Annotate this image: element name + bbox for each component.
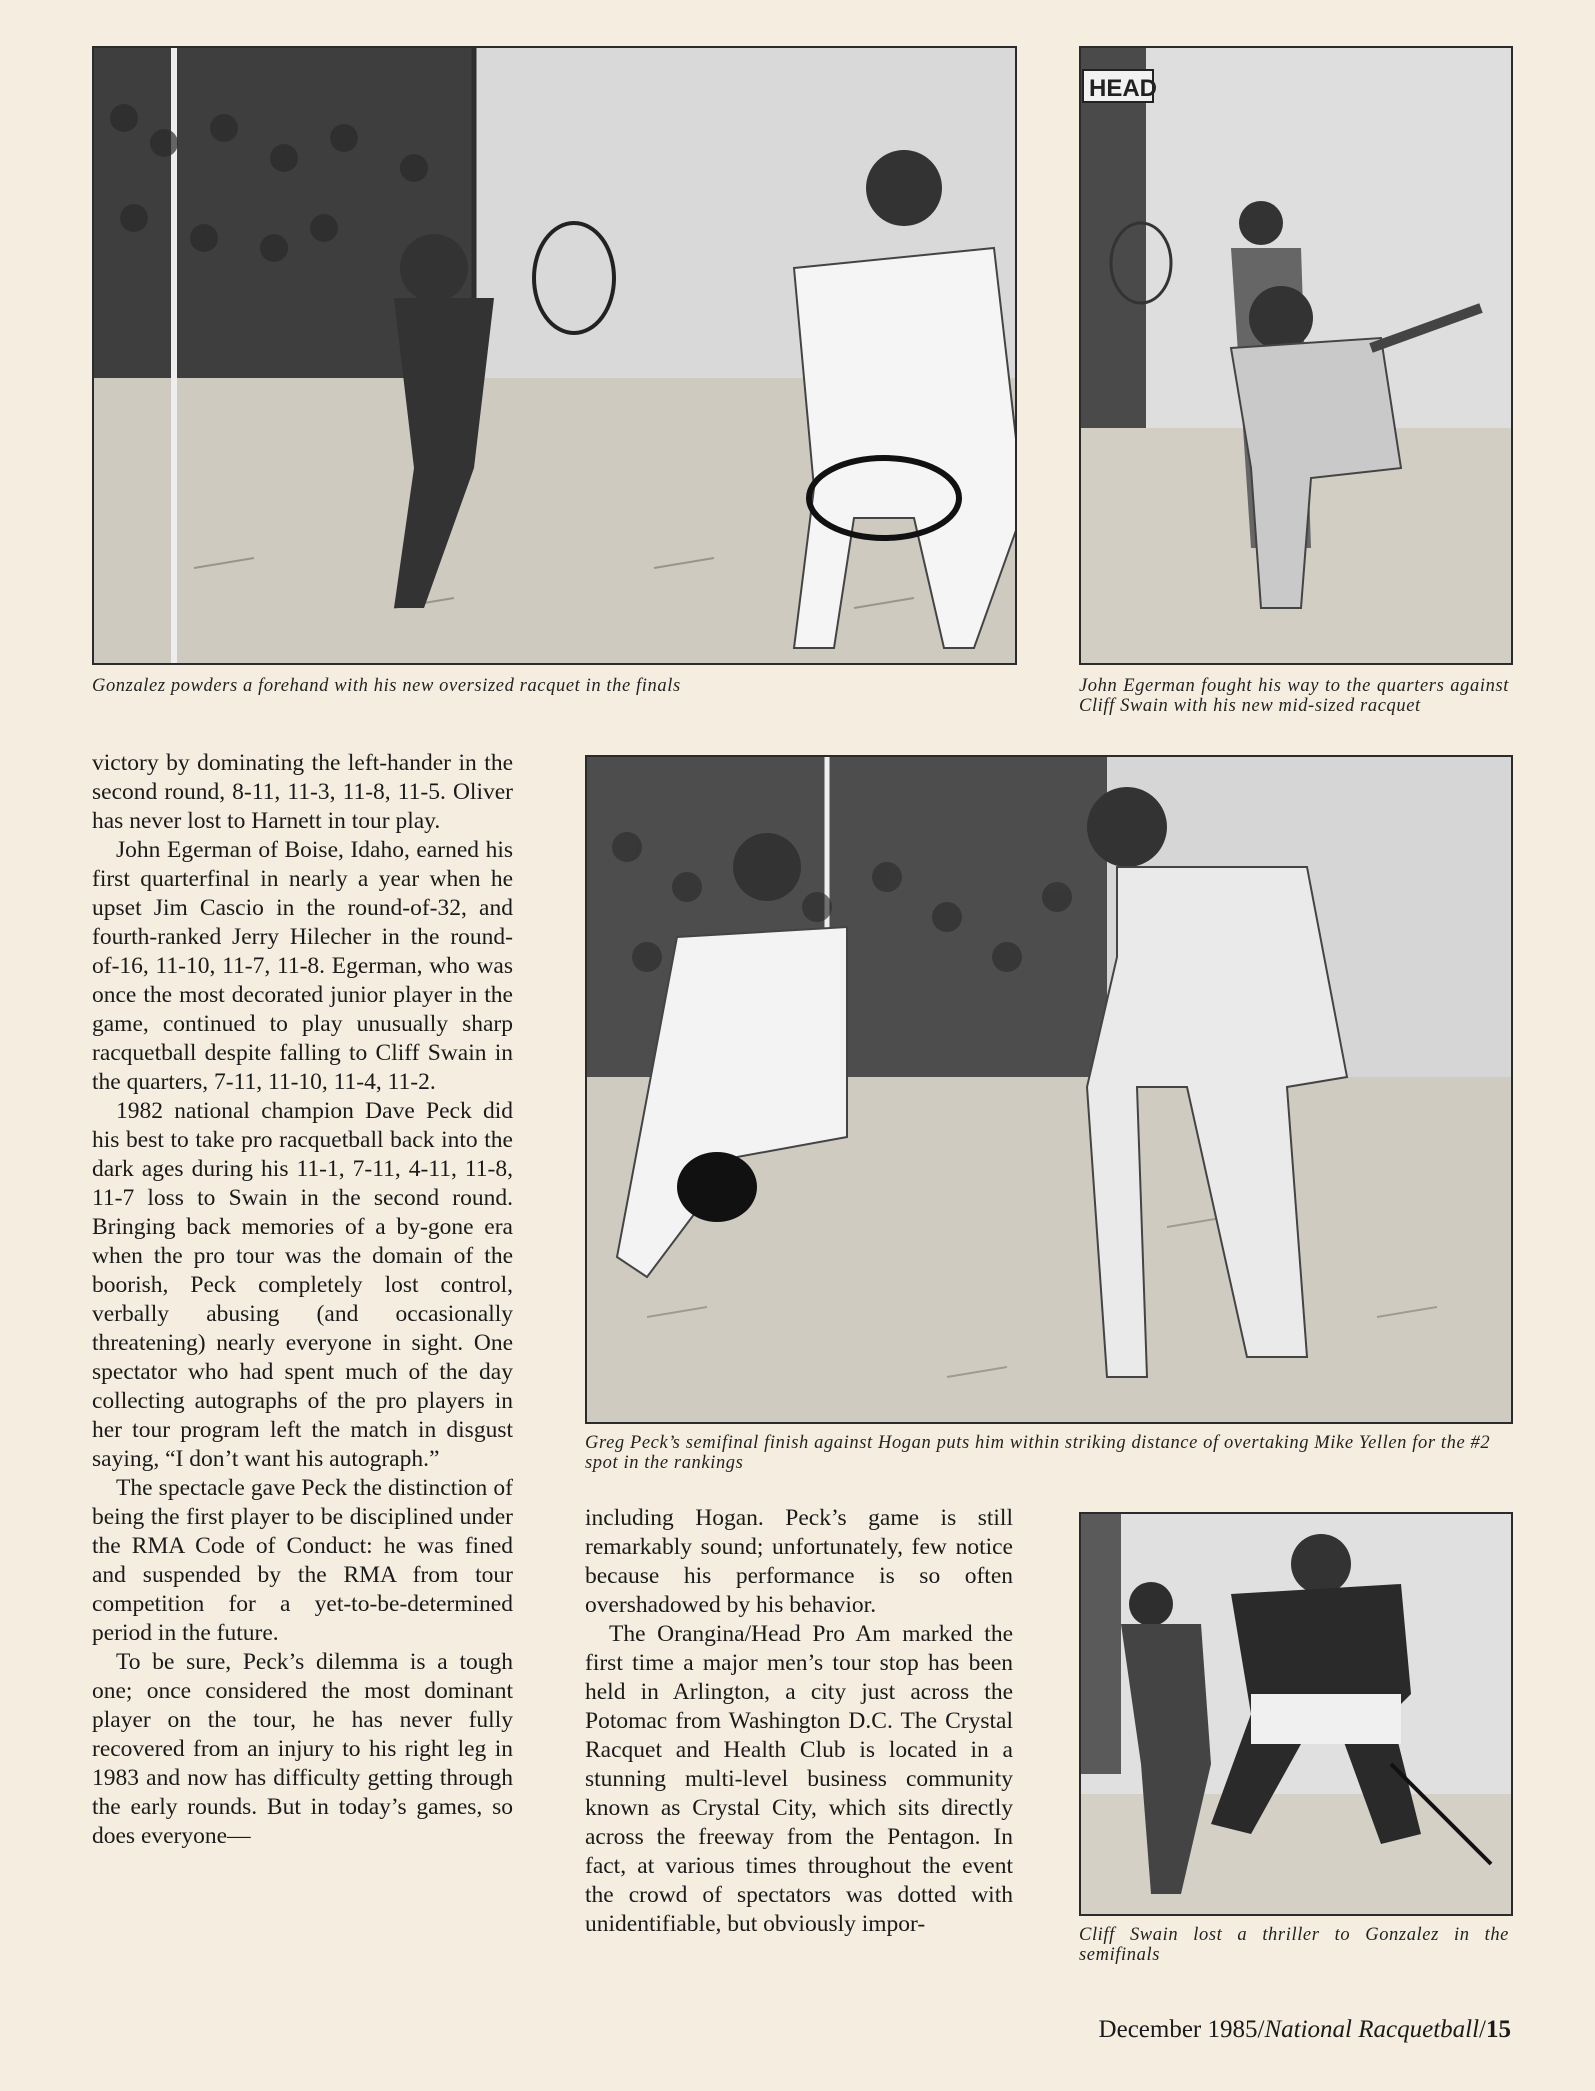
article-left-column [92, 749, 513, 1851]
caption-gonzalez: Gonzalez powders a forehand with his new oversized racquet in the finals [92, 676, 681, 696]
article-paragraph: 1982 national champion Dave Peck did his best to take pro racquetball back into the dark ages during his 11-1, 7-11, 4-11, 11-8, 11-7 loss to Swain in the second round. Bringing back memories of a by-gone era when the pro tour was the domain of the boorish, Peck completely lost control, verbally abusing (and occasionally threatening) nearly everyone in sight. One spectator who had spent much of the day collecting autographs of the pro players in her tour program left the match in disgust saying, “I don’t want his autograph.” [92, 1098, 513, 1472]
footer-separator-2: / [1479, 2016, 1486, 2043]
article-paragraph: The Orangina/Head Pro Am marked the first time a major men’s tour stop has been held in Arlington, a city just across the Potomac from Washington D.C. The Crystal Racquet and Health Club is located in a stunning multi-level business community known as Crystal City, which sits directly across the freeway from the Pentagon. In fact, at various times throughout the event the crowd of spectators was dotted with unidentifiable, but obviously impor- [585, 1621, 1013, 1937]
caption-swain: Cliff Swain lost a thriller to Gonzalez in the semifinals [1079, 1925, 1509, 1965]
photo-peck-semifinal [585, 755, 1513, 1424]
article-paragraph: To be sure, Peck’s dilemma is a tough one; once considered the most dominant player on the tour, he has never fully recovered from an injury to his right leg in 1983 and now has difficulty getting through the early rounds. But in today’s games, so does everyone— [92, 1649, 513, 1849]
photo-egerman [1079, 46, 1513, 665]
photo-egerman-image [1081, 48, 1511, 663]
photo-gonzalez-forehand-image [94, 48, 1015, 663]
article-paragraph: John Egerman of Boise, Idaho, earned his first quarterfinal in nearly a year when he upset Jim Cascio in the round-of-32, and fourth-ranked Jerry Hilecher in the round-of-16, 11-10, 11-7, 11-8. Egerman, who was once the most decorated junior player in the game, continued to play unusually sharp racquetball despite falling to Cliff Swain in the quarters, 7-11, 11-10, 11-4, 11-2. [92, 837, 513, 1095]
photo-swain [1079, 1512, 1513, 1916]
page-footer [1099, 2016, 1511, 2044]
caption-peck: Greg Peck’s semifinal finish against Hogan puts him within striking distance of overtaking Mike Yellen for the #2 spot in the rankings [585, 1433, 1491, 1473]
head-sign: HEAD [1089, 75, 1158, 102]
caption-egerman: John Egerman fought his way to the quarters against Cliff Swain with his new mid-sized racquet [1079, 676, 1509, 716]
photo-gonzalez-forehand [92, 46, 1017, 665]
page-number: 15 [1486, 2016, 1511, 2043]
footer-date: December 1985 [1098, 2016, 1258, 2043]
photo-peck-semifinal-image [587, 757, 1511, 1422]
photo-swain-image [1081, 1514, 1511, 1914]
article-middle-column [585, 1504, 1013, 1939]
article-paragraph: The spectacle gave Peck the distinction of being the first player to be disciplined under the RMA Code of Conduct: he was fined and suspended by the RMA from tour competition for a yet-to-be-determined period in the future. [92, 1475, 513, 1646]
footer-magazine: National Racquetball [1264, 2016, 1480, 2043]
footer-separator: / [1257, 2016, 1265, 2043]
article-paragraph: victory by dominating the left-hander in the second round, 8-11, 11-3, 11-8, 11-5. Oliver has never lost to Harnett in tour play. [92, 750, 513, 834]
article-paragraph: including Hogan. Peck’s game is still remarkably sound; unfortunately, few notice because his performance is so often overshadowed by his behavior. [585, 1505, 1013, 1618]
